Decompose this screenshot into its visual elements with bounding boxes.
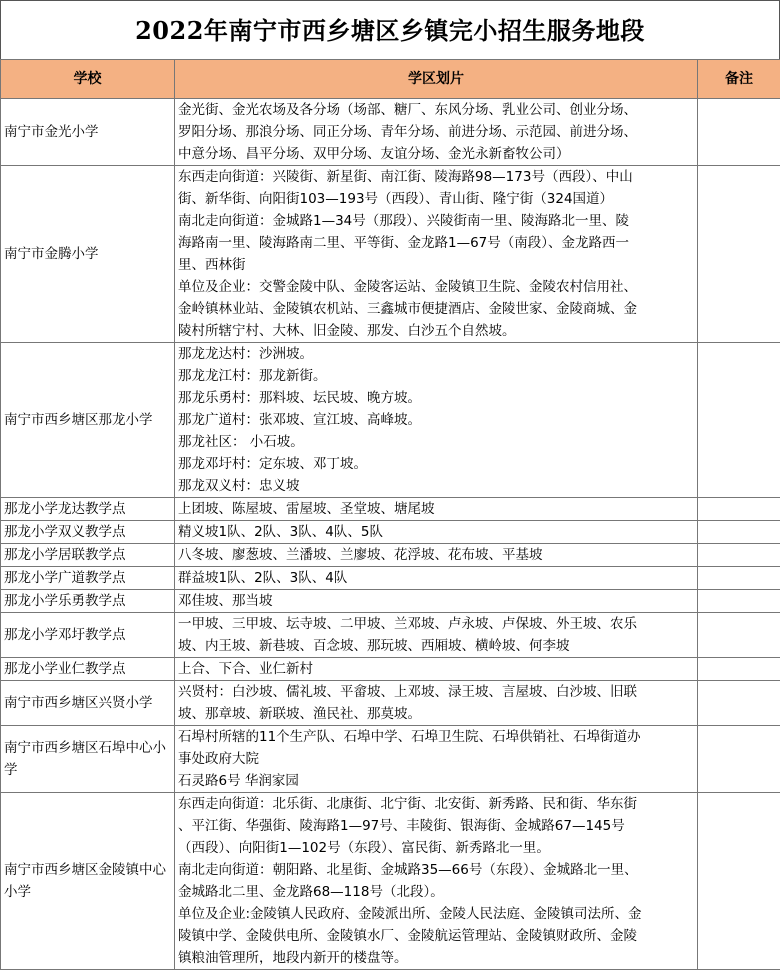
table-row xyxy=(1,544,780,567)
area-line: 那龙龙江村：那龙新街。 xyxy=(178,365,695,387)
area-line: 石灵路6号 华润家园 xyxy=(178,770,695,792)
area-line: 南北走向街道：朝阳路、北星街、金城路35—66号（东段）、金城路北一里、 xyxy=(178,859,695,881)
note-cell xyxy=(698,567,780,590)
table-row xyxy=(1,521,780,544)
enrollment-table xyxy=(0,59,780,970)
area-line: 陵村所辖宁村、大林、旧金陵、那发、白沙五个自然坡。 xyxy=(178,320,695,342)
table-row xyxy=(1,613,780,658)
school-name-cell: 南宁市西乡塘区金陵镇中心小学 xyxy=(1,793,175,970)
area-line: 街、新华街、向阳街103—193号（西段）、青山街、隆宁街（324国道） xyxy=(178,188,695,210)
area-line: 精义坡1队、2队、3队、4队、5队 xyxy=(178,521,695,543)
area-line: 坡、那章坡、新联坡、渔民社、那莫坡。 xyxy=(178,703,695,725)
note-cell xyxy=(698,613,780,658)
note-cell xyxy=(698,793,780,970)
page-title: 2022年南宁市西乡塘区乡镇完小招生服务地段 xyxy=(0,0,780,59)
school-name-cell: 那龙小学乐勇教学点 xyxy=(1,590,175,613)
table-body xyxy=(1,99,780,970)
area-line: 坡、内王坡、新巷坡、百念坡、那玩坡、西厢坡、横岭坡、何李坡 xyxy=(178,635,695,657)
district-area-cell xyxy=(175,521,698,544)
note-cell xyxy=(698,498,780,521)
note-cell xyxy=(698,544,780,567)
school-name-cell: 南宁市金光小学 xyxy=(1,99,175,166)
school-name-cell: 那龙小学居联教学点 xyxy=(1,544,175,567)
area-line: 单位及企业:金陵镇人民政府、金陵派出所、金陵人民法庭、金陵镇司法所、金 xyxy=(178,903,695,925)
note-cell xyxy=(698,343,780,498)
area-line: 东西走向街道：北乐街、北康街、北宁街、北安街、新秀路、民和街、华东街 xyxy=(178,793,695,815)
table-row xyxy=(1,658,780,681)
area-line: 兴贤村：白沙坡、儒礼坡、平畲坡、上邓坡、渌王坡、言屋坡、白沙坡、旧联 xyxy=(178,681,695,703)
area-line: 那龙社区： 小石坡。 xyxy=(178,431,695,453)
note-cell xyxy=(698,99,780,166)
table-row xyxy=(1,567,780,590)
area-line: 上团坡、陈屋坡、雷屋坡、圣堂坡、塘尾坡 xyxy=(178,498,695,520)
note-cell xyxy=(698,658,780,681)
header-area: 学区划片 xyxy=(175,60,698,99)
school-name-cell: 那龙小学广道教学点 xyxy=(1,567,175,590)
table-row xyxy=(1,498,780,521)
district-area-cell xyxy=(175,793,698,970)
table-row xyxy=(1,343,780,498)
district-area-cell xyxy=(175,166,698,343)
area-line: 那龙龙达村：沙洲坡。 xyxy=(178,343,695,365)
district-area-cell xyxy=(175,613,698,658)
school-name-cell: 南宁市西乡塘区石埠中心小学 xyxy=(1,726,175,793)
district-area-cell xyxy=(175,590,698,613)
area-line: 那龙邓圩村：定东坡、邓丁坡。 xyxy=(178,453,695,475)
note-cell xyxy=(698,726,780,793)
area-line: 南北走向街道：金城路1—34号（那段）、兴陵街南一里、陵海路北一里、陵 xyxy=(178,210,695,232)
area-line: 邓佳坡、那当坡 xyxy=(178,590,695,612)
area-line: 事处政府大院 xyxy=(178,748,695,770)
district-area-cell xyxy=(175,658,698,681)
school-name-cell: 南宁市西乡塘区兴贤小学 xyxy=(1,681,175,726)
note-cell xyxy=(698,521,780,544)
area-line: 石埠村所辖的11个生产队、石埠中学、石埠卫生院、石埠供销社、石埠街道办 xyxy=(178,726,695,748)
area-line: 里、西林街 xyxy=(178,254,695,276)
school-name-cell: 那龙小学业仁教学点 xyxy=(1,658,175,681)
table-row xyxy=(1,793,780,970)
district-area-cell xyxy=(175,544,698,567)
district-area-cell xyxy=(175,99,698,166)
district-area-cell xyxy=(175,343,698,498)
note-cell xyxy=(698,590,780,613)
area-line: 、平江街、华强街、陵海路1—97号、丰陵街、银海街、金城路67—145号 xyxy=(178,815,695,837)
area-line: 罗阳分场、那浪分场、同正分场、青年分场、前进分场、示范园、前进分场、 xyxy=(178,121,695,143)
note-cell xyxy=(698,681,780,726)
area-line: 海路南一里、陵海路南二里、平等街、金龙路1—67号（南段）、金龙路西一 xyxy=(178,232,695,254)
area-line: 那龙双义村：忠义坡 xyxy=(178,475,695,497)
district-area-cell xyxy=(175,681,698,726)
area-line: 陵镇中学、金陵供电所、金陵镇水厂、金陵航运管理站、金陵镇财政所、金陵 xyxy=(178,925,695,947)
header-note: 备注 xyxy=(698,60,780,99)
area-line: 单位及企业：交警金陵中队、金陵客运站、金陵镇卫生院、金陵农村信用社、 xyxy=(178,276,695,298)
area-line: 群益坡1队、2队、3队、4队 xyxy=(178,567,695,589)
area-line: 东西走向街道：兴陵街、新星街、南江街、陵海路98—173号（西段）、中山 xyxy=(178,166,695,188)
school-name-cell: 南宁市西乡塘区那龙小学 xyxy=(1,343,175,498)
area-line: 中意分场、昌平分场、双甲分场、友谊分场、金光永新畜牧公司） xyxy=(178,143,695,165)
area-line: 那龙乐勇村：那料坡、坛民坡、晚方坡。 xyxy=(178,387,695,409)
area-line: 上合、下合、业仁新村 xyxy=(178,658,695,680)
table-row xyxy=(1,99,780,166)
table-row xyxy=(1,681,780,726)
school-name-cell: 那龙小学龙达教学点 xyxy=(1,498,175,521)
district-area-cell xyxy=(175,567,698,590)
note-cell xyxy=(698,166,780,343)
area-line: 金岭镇林业站、金陵镇农机站、三鑫城市便捷酒店、金陵世家、金陵商城、金 xyxy=(178,298,695,320)
table-row xyxy=(1,590,780,613)
table-header-row xyxy=(1,60,780,99)
school-name-cell: 那龙小学双义教学点 xyxy=(1,521,175,544)
table-row xyxy=(1,726,780,793)
school-name-cell: 那龙小学邓圩教学点 xyxy=(1,613,175,658)
area-line: 八冬坡、廖葱坡、兰潘坡、兰廖坡、花浮坡、花布坡、平基坡 xyxy=(178,544,695,566)
area-line: 一甲坡、三甲坡、坛寺坡、二甲坡、兰邓坡、卢永坡、卢保坡、外王坡、农乐 xyxy=(178,613,695,635)
district-area-cell xyxy=(175,726,698,793)
area-line: （西段）、向阳街1—102号（东段）、富民街、新秀路北一里。 xyxy=(178,837,695,859)
district-area-cell xyxy=(175,498,698,521)
area-line: 镇粮油管理所，地段内新开的楼盘等。 xyxy=(178,947,695,969)
header-school: 学校 xyxy=(1,60,175,99)
area-line: 金城路北二里、金龙路68—118号（北段）。 xyxy=(178,881,695,903)
area-line: 那龙广道村：张邓坡、宣江坡、高峰坡。 xyxy=(178,409,695,431)
area-line: 金光街、金光农场及各分场（场部、糖厂、东风分场、乳业公司、创业分场、 xyxy=(178,99,695,121)
table-row xyxy=(1,166,780,343)
school-name-cell: 南宁市金腾小学 xyxy=(1,166,175,343)
